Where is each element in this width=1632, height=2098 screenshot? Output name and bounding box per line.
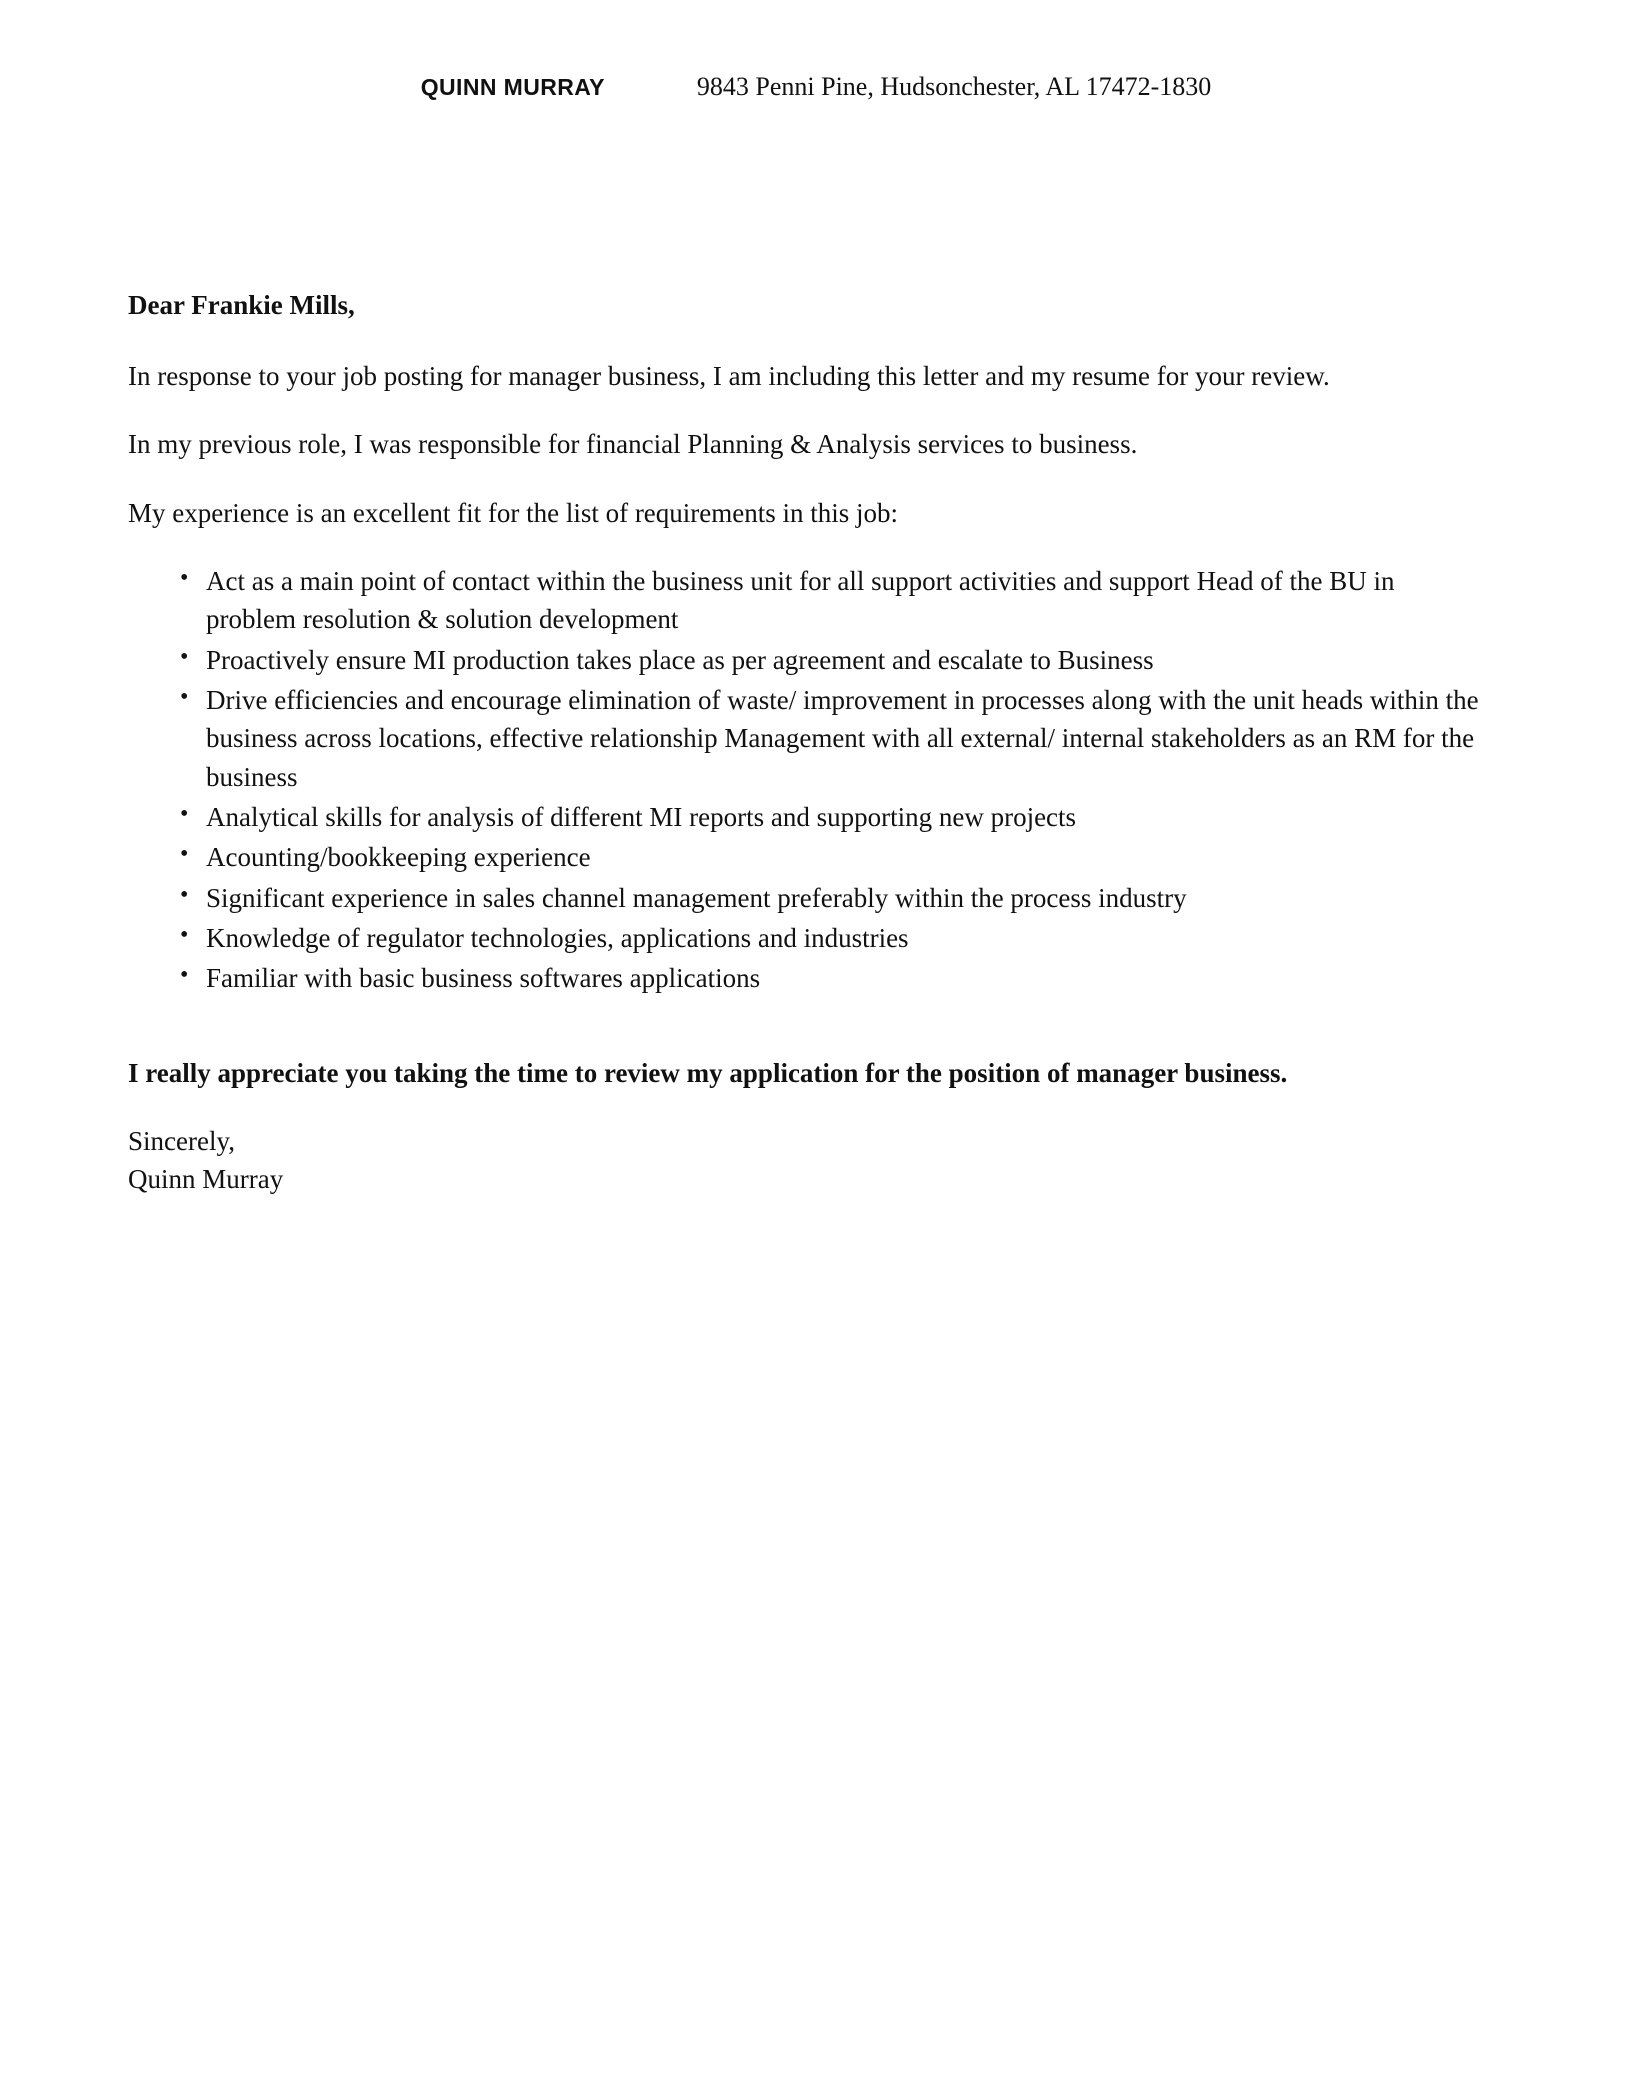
signoff-block — [128, 1122, 1480, 1199]
list-item: • Acounting/bookkeeping experience — [180, 838, 1480, 876]
list-item: • Act as a main point of contact within the business unit for all support activities and support Head of the BU in problem resolution & solution development — [180, 562, 1480, 639]
applicant-name: QUINN MURRAY — [420, 74, 605, 100]
intro-paragraph: In response to your job posting for manager business, I am including this letter and my resume for your review. — [128, 361, 1330, 392]
signoff-line: Sincerely, — [128, 1126, 235, 1157]
list-item: • Analytical skills for analysis of different MI reports and supporting new projects — [180, 798, 1480, 836]
list-item: • Significant experience in sales channel management preferably within the process industry — [180, 879, 1480, 917]
list-item: • Drive efficiencies and encourage elimination of waste/ improvement in processes along with the unit heads within the business across locations, effective relationship Management with all external/ internal stakeholders as an RM for the business — [180, 681, 1480, 796]
letter-body — [128, 288, 1480, 1199]
requirements-intro-paragraph: My experience is an excellent fit for the list of requirements in this job: — [128, 497, 899, 528]
list-item: • Proactively ensure MI production takes place as per agreement and escalate to Business — [180, 641, 1480, 679]
salutation: Dear Frankie Mills, — [128, 290, 355, 320]
list-item: • Familiar with basic business softwares applications — [180, 959, 1480, 997]
list-item: • Knowledge of regulator technologies, applications and industries — [180, 919, 1480, 957]
closing-statement: I really appreciate you taking the time to review my application for the position of manager business. — [128, 1057, 1288, 1088]
applicant-address: 9843 Penni Pine, Hudsonchester, AL 17472-1830 — [696, 72, 1212, 101]
experience-paragraph: In my previous role, I was responsible for financial Planning & Analysis services to business. — [128, 429, 1138, 460]
requirements-list — [128, 562, 1480, 998]
signature-name: Quinn Murray — [128, 1164, 284, 1195]
letterhead — [0, 72, 1632, 102]
